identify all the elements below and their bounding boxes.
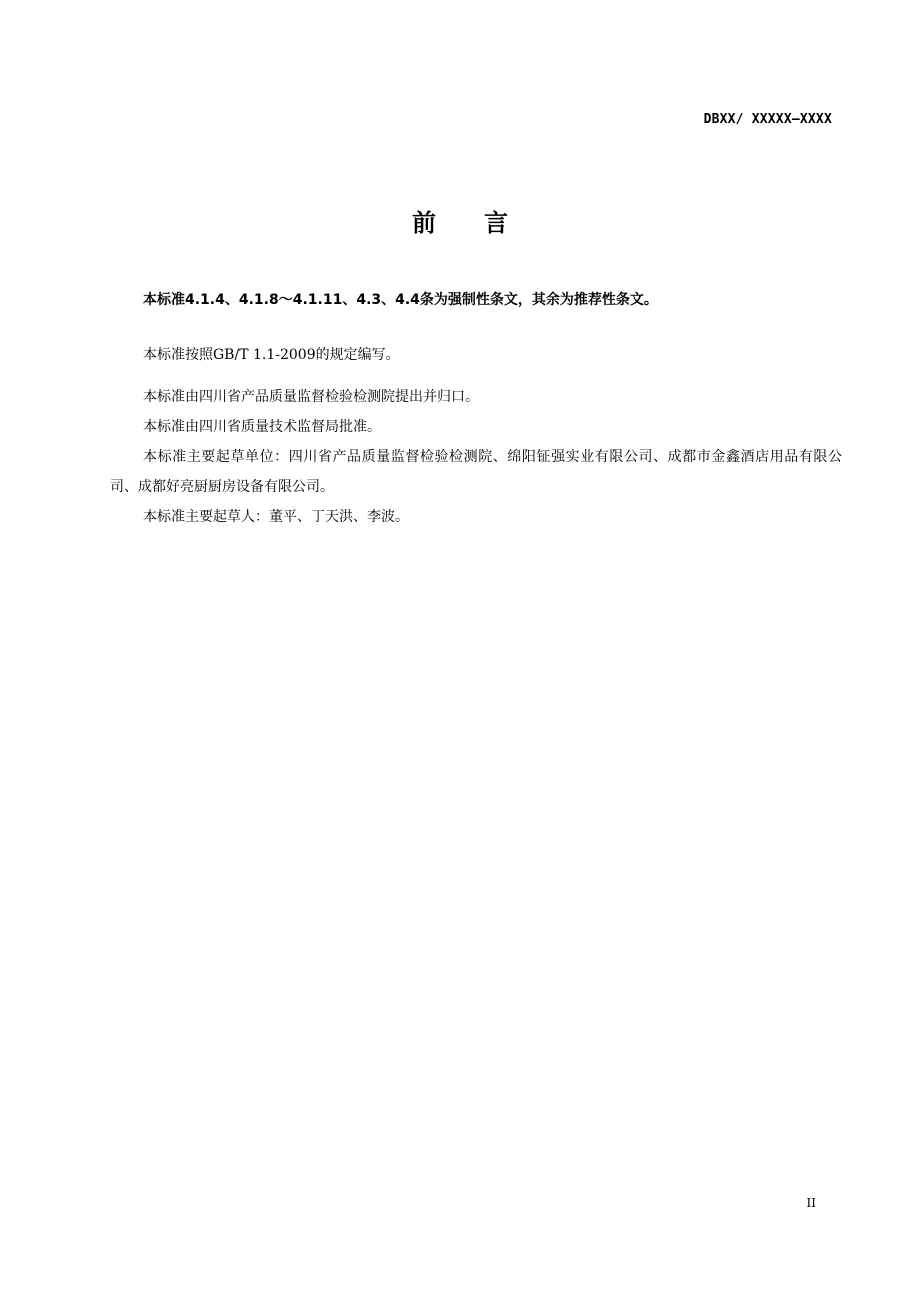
paragraph-drafters: 本标准主要起草人：董平、丁天洪、李波。: [143, 509, 409, 525]
paragraph-drafting-units: 本标准主要起草单位：四川省产品质量监督检验检测院、绵阳钲强实业有限公司、成都市金鑫酒店用品有限公司、成都好亮厨厨房设备有限公司。: [110, 449, 842, 495]
paragraph-mandatory-clauses: 本标准4.1.4、4.1.8～4.1.11、4.3、4.4条为强制性条文，其余为推荐性条文。: [143, 292, 658, 308]
body-paragraphs: [110, 382, 842, 532]
paragraph-drafting-rule: 本标准按照GB/T 1.1-2009的规定编写。: [143, 347, 400, 363]
document-code: DBXX/ XXXXX—XXXX: [703, 112, 832, 127]
page-number: II: [806, 1196, 816, 1210]
paragraph-approver: 本标准由四川省质量技术监督局批准。: [143, 419, 381, 435]
page-title: 前言: [412, 209, 556, 237]
paragraph-proposer: 本标准由四川省产品质量监督检验检测院提出并归口。: [143, 389, 479, 405]
